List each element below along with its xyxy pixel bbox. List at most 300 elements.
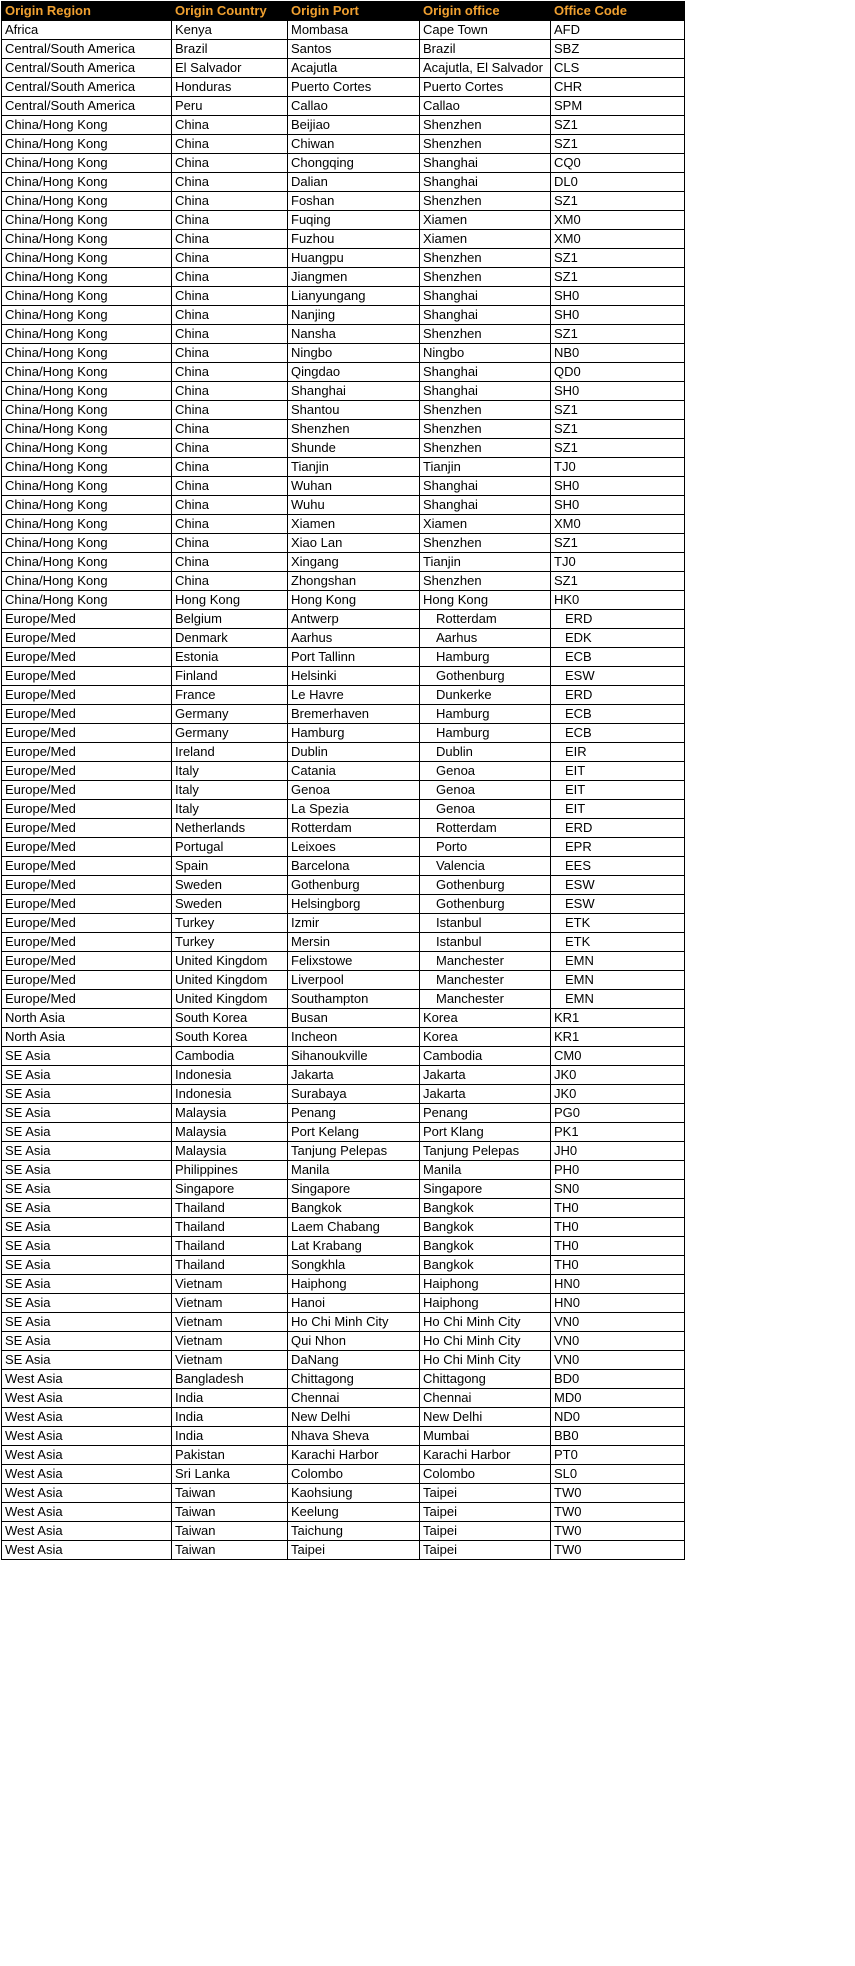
cell-origin-port: Penang xyxy=(288,1104,420,1123)
cell-origin-office: Genoa xyxy=(420,762,551,781)
cell-origin-port: Haiphong xyxy=(288,1275,420,1294)
cell-origin-port: Jiangmen xyxy=(288,268,420,287)
cell-origin-office: Gothenburg xyxy=(420,895,551,914)
cell-office-code: TW0 xyxy=(551,1484,685,1503)
table-row xyxy=(2,1237,685,1256)
cell-office-code: PT0 xyxy=(551,1446,685,1465)
cell-origin-port: Incheon xyxy=(288,1028,420,1047)
cell-origin-port: Laem Chabang xyxy=(288,1218,420,1237)
cell-origin-office: Porto xyxy=(420,838,551,857)
cell-origin-office: Shenzhen xyxy=(420,135,551,154)
cell-origin-port: Beijiao xyxy=(288,116,420,135)
cell-origin-region: Central/South America xyxy=(2,78,172,97)
cell-origin-region: China/Hong Kong xyxy=(2,173,172,192)
cell-origin-port: Huangpu xyxy=(288,249,420,268)
table-row xyxy=(2,1484,685,1503)
cell-origin-region: China/Hong Kong xyxy=(2,515,172,534)
cell-office-code: PH0 xyxy=(551,1161,685,1180)
cell-origin-office: Ho Chi Minh City xyxy=(420,1332,551,1351)
cell-origin-region: China/Hong Kong xyxy=(2,154,172,173)
cell-origin-port: Songkhla xyxy=(288,1256,420,1275)
cell-origin-region: SE Asia xyxy=(2,1161,172,1180)
cell-origin-country: China xyxy=(172,249,288,268)
cell-origin-region: Europe/Med xyxy=(2,743,172,762)
cell-office-code: ND0 xyxy=(551,1408,685,1427)
cell-origin-port: Wuhu xyxy=(288,496,420,515)
cell-office-code: SZ1 xyxy=(551,135,685,154)
cell-origin-port: Karachi Harbor xyxy=(288,1446,420,1465)
cell-origin-country: India xyxy=(172,1427,288,1446)
cell-office-code: MD0 xyxy=(551,1389,685,1408)
cell-origin-region: China/Hong Kong xyxy=(2,401,172,420)
cell-origin-office: Genoa xyxy=(420,781,551,800)
cell-origin-port: Catania xyxy=(288,762,420,781)
cell-origin-office: Shanghai xyxy=(420,496,551,515)
cell-office-code: XM0 xyxy=(551,230,685,249)
cell-origin-port: Chittagong xyxy=(288,1370,420,1389)
cell-origin-port: Santos xyxy=(288,40,420,59)
table-row xyxy=(2,1104,685,1123)
cell-origin-country: Portugal xyxy=(172,838,288,857)
table-row xyxy=(2,1332,685,1351)
cell-origin-office: Xiamen xyxy=(420,230,551,249)
cell-origin-office: Acajutla, El Salvador xyxy=(420,59,551,78)
cell-origin-region: Europe/Med xyxy=(2,629,172,648)
cell-office-code: ESW xyxy=(551,876,685,895)
cell-office-code: TH0 xyxy=(551,1237,685,1256)
table-row xyxy=(2,1446,685,1465)
cell-origin-port: Dalian xyxy=(288,173,420,192)
cell-origin-port: Fuqing xyxy=(288,211,420,230)
cell-origin-office: Cape Town xyxy=(420,21,551,40)
cell-origin-country: Turkey xyxy=(172,933,288,952)
cell-origin-port: Fuzhou xyxy=(288,230,420,249)
cell-origin-office: Shenzhen xyxy=(420,572,551,591)
cell-origin-port: Le Havre xyxy=(288,686,420,705)
cell-origin-office: Istanbul xyxy=(420,914,551,933)
table-row xyxy=(2,1142,685,1161)
cell-origin-country: China xyxy=(172,496,288,515)
cell-origin-port: Helsinki xyxy=(288,667,420,686)
cell-origin-region: SE Asia xyxy=(2,1218,172,1237)
table-row xyxy=(2,781,685,800)
cell-origin-port: Surabaya xyxy=(288,1085,420,1104)
cell-origin-region: West Asia xyxy=(2,1484,172,1503)
cell-office-code: SH0 xyxy=(551,287,685,306)
cell-origin-office: Shenzhen xyxy=(420,534,551,553)
cell-office-code: EMN xyxy=(551,952,685,971)
cell-origin-country: Honduras xyxy=(172,78,288,97)
cell-origin-country: China xyxy=(172,154,288,173)
cell-office-code: BD0 xyxy=(551,1370,685,1389)
cell-origin-office: Taipei xyxy=(420,1522,551,1541)
cell-origin-port: Rotterdam xyxy=(288,819,420,838)
cell-office-code: HN0 xyxy=(551,1275,685,1294)
cell-origin-region: West Asia xyxy=(2,1408,172,1427)
cell-origin-region: SE Asia xyxy=(2,1313,172,1332)
cell-office-code: EMN xyxy=(551,971,685,990)
cell-origin-office: Ho Chi Minh City xyxy=(420,1351,551,1370)
table-row xyxy=(2,1180,685,1199)
cell-origin-port: Hanoi xyxy=(288,1294,420,1313)
cell-origin-office: Manchester xyxy=(420,952,551,971)
cell-origin-country: Germany xyxy=(172,705,288,724)
cell-origin-region: China/Hong Kong xyxy=(2,325,172,344)
cell-origin-office: Singapore xyxy=(420,1180,551,1199)
cell-origin-port: Xingang xyxy=(288,553,420,572)
cell-office-code: SZ1 xyxy=(551,192,685,211)
cell-origin-region: SE Asia xyxy=(2,1123,172,1142)
cell-origin-port: Bremerhaven xyxy=(288,705,420,724)
cell-origin-country: China xyxy=(172,553,288,572)
table-row xyxy=(2,1256,685,1275)
cell-origin-country: United Kingdom xyxy=(172,990,288,1009)
cell-origin-office: Aarhus xyxy=(420,629,551,648)
cell-origin-port: Felixstowe xyxy=(288,952,420,971)
cell-origin-port: Liverpool xyxy=(288,971,420,990)
table-row xyxy=(2,933,685,952)
cell-origin-country: Taiwan xyxy=(172,1484,288,1503)
cell-origin-office: Haiphong xyxy=(420,1275,551,1294)
cell-origin-country: China xyxy=(172,135,288,154)
cell-origin-region: SE Asia xyxy=(2,1199,172,1218)
cell-origin-office: Gothenburg xyxy=(420,876,551,895)
cell-origin-office: Dunkerke xyxy=(420,686,551,705)
cell-origin-country: United Kingdom xyxy=(172,971,288,990)
cell-origin-port: Barcelona xyxy=(288,857,420,876)
cell-origin-office: Shenzhen xyxy=(420,116,551,135)
cell-origin-region: West Asia xyxy=(2,1522,172,1541)
cell-origin-country: Germany xyxy=(172,724,288,743)
cell-origin-port: Foshan xyxy=(288,192,420,211)
table-row xyxy=(2,1389,685,1408)
cell-office-code: ETK xyxy=(551,933,685,952)
cell-office-code: TW0 xyxy=(551,1541,685,1560)
cell-origin-port: Izmir xyxy=(288,914,420,933)
table-row xyxy=(2,192,685,211)
cell-office-code: QD0 xyxy=(551,363,685,382)
cell-origin-country: Bangladesh xyxy=(172,1370,288,1389)
cell-origin-office: Shanghai xyxy=(420,363,551,382)
table-row xyxy=(2,173,685,192)
cell-origin-country: Singapore xyxy=(172,1180,288,1199)
cell-origin-country: Finland xyxy=(172,667,288,686)
cell-origin-office: Gothenburg xyxy=(420,667,551,686)
cell-origin-office: Bangkok xyxy=(420,1237,551,1256)
table-row xyxy=(2,534,685,553)
table-row xyxy=(2,78,685,97)
cell-office-code: TH0 xyxy=(551,1218,685,1237)
header-row xyxy=(2,2,685,21)
cell-origin-office: Tianjin xyxy=(420,458,551,477)
cell-office-code: CM0 xyxy=(551,1047,685,1066)
cell-origin-country: China xyxy=(172,173,288,192)
cell-origin-office: Bangkok xyxy=(420,1218,551,1237)
cell-origin-office: New Delhi xyxy=(420,1408,551,1427)
cell-origin-country: Malaysia xyxy=(172,1142,288,1161)
table-row xyxy=(2,496,685,515)
cell-origin-country: United Kingdom xyxy=(172,952,288,971)
table-row xyxy=(2,420,685,439)
table-row xyxy=(2,287,685,306)
cell-office-code: NB0 xyxy=(551,344,685,363)
cell-origin-office: Karachi Harbor xyxy=(420,1446,551,1465)
cell-origin-port: Chennai xyxy=(288,1389,420,1408)
cell-origin-office: Rotterdam xyxy=(420,819,551,838)
table-row xyxy=(2,363,685,382)
table-row xyxy=(2,800,685,819)
cell-office-code: SH0 xyxy=(551,306,685,325)
header-origin-region: Origin Region xyxy=(2,2,172,21)
cell-origin-port: Taichung xyxy=(288,1522,420,1541)
table-row xyxy=(2,306,685,325)
cell-origin-country: China xyxy=(172,515,288,534)
cell-office-code: SZ1 xyxy=(551,325,685,344)
cell-origin-region: Europe/Med xyxy=(2,667,172,686)
table-row xyxy=(2,1541,685,1560)
cell-origin-region: China/Hong Kong xyxy=(2,306,172,325)
cell-origin-region: China/Hong Kong xyxy=(2,192,172,211)
cell-origin-region: Europe/Med xyxy=(2,705,172,724)
cell-origin-region: Europe/Med xyxy=(2,762,172,781)
cell-origin-country: Philippines xyxy=(172,1161,288,1180)
table-row xyxy=(2,1028,685,1047)
table-row xyxy=(2,1351,685,1370)
table-row xyxy=(2,21,685,40)
cell-origin-port: Kaohsiung xyxy=(288,1484,420,1503)
cell-office-code: XM0 xyxy=(551,211,685,230)
cell-office-code: CLS xyxy=(551,59,685,78)
cell-origin-port: Acajutla xyxy=(288,59,420,78)
cell-origin-port: Ho Chi Minh City xyxy=(288,1313,420,1332)
cell-origin-region: China/Hong Kong xyxy=(2,268,172,287)
cell-origin-port: Lianyungang xyxy=(288,287,420,306)
cell-origin-office: Brazil xyxy=(420,40,551,59)
cell-office-code: BB0 xyxy=(551,1427,685,1446)
cell-office-code: EIR xyxy=(551,743,685,762)
cell-origin-region: Europe/Med xyxy=(2,914,172,933)
cell-origin-region: West Asia xyxy=(2,1541,172,1560)
table-row xyxy=(2,1161,685,1180)
cell-office-code: ERD xyxy=(551,686,685,705)
cell-origin-country: Thailand xyxy=(172,1237,288,1256)
cell-origin-region: SE Asia xyxy=(2,1142,172,1161)
cell-origin-office: Shenzhen xyxy=(420,249,551,268)
table-row xyxy=(2,1047,685,1066)
cell-origin-office: Shanghai xyxy=(420,306,551,325)
cell-origin-office: Shenzhen xyxy=(420,439,551,458)
cell-origin-region: China/Hong Kong xyxy=(2,458,172,477)
cell-origin-country: Malaysia xyxy=(172,1123,288,1142)
cell-origin-region: China/Hong Kong xyxy=(2,230,172,249)
cell-origin-country: Ireland xyxy=(172,743,288,762)
cell-office-code: EMN xyxy=(551,990,685,1009)
cell-origin-office: Puerto Cortes xyxy=(420,78,551,97)
cell-origin-port: Chiwan xyxy=(288,135,420,154)
table-row xyxy=(2,591,685,610)
cell-origin-port: Mombasa xyxy=(288,21,420,40)
table-header xyxy=(2,2,685,21)
cell-origin-country: Vietnam xyxy=(172,1275,288,1294)
cell-origin-port: Leixoes xyxy=(288,838,420,857)
cell-origin-office: Shanghai xyxy=(420,477,551,496)
table-row xyxy=(2,1294,685,1313)
cell-origin-region: North Asia xyxy=(2,1028,172,1047)
cell-origin-region: China/Hong Kong xyxy=(2,572,172,591)
cell-origin-port: Wuhan xyxy=(288,477,420,496)
cell-office-code: EES xyxy=(551,857,685,876)
cell-office-code: SZ1 xyxy=(551,116,685,135)
cell-office-code: SH0 xyxy=(551,477,685,496)
cell-origin-region: West Asia xyxy=(2,1427,172,1446)
cell-office-code: SZ1 xyxy=(551,249,685,268)
cell-origin-office: Tanjung Pelepas xyxy=(420,1142,551,1161)
cell-origin-office: Xiamen xyxy=(420,515,551,534)
cell-origin-port: Busan xyxy=(288,1009,420,1028)
cell-origin-port: Shunde xyxy=(288,439,420,458)
cell-origin-office: Dublin xyxy=(420,743,551,762)
cell-office-code: ETK xyxy=(551,914,685,933)
cell-origin-office: Shenzhen xyxy=(420,325,551,344)
cell-origin-port: DaNang xyxy=(288,1351,420,1370)
cell-origin-office: Hamburg xyxy=(420,648,551,667)
cell-origin-region: China/Hong Kong xyxy=(2,135,172,154)
cell-origin-country: Vietnam xyxy=(172,1313,288,1332)
cell-origin-region: Europe/Med xyxy=(2,895,172,914)
cell-origin-country: India xyxy=(172,1389,288,1408)
cell-origin-office: Shenzhen xyxy=(420,401,551,420)
cell-origin-office: Penang xyxy=(420,1104,551,1123)
cell-origin-office: Port Klang xyxy=(420,1123,551,1142)
cell-origin-country: Sweden xyxy=(172,895,288,914)
cell-office-code: ERD xyxy=(551,819,685,838)
cell-origin-office: Cambodia xyxy=(420,1047,551,1066)
table-row xyxy=(2,990,685,1009)
cell-origin-country: China xyxy=(172,268,288,287)
cell-origin-office: Genoa xyxy=(420,800,551,819)
cell-origin-country: Kenya xyxy=(172,21,288,40)
cell-office-code: SH0 xyxy=(551,496,685,515)
cell-origin-office: Hong Kong xyxy=(420,591,551,610)
cell-origin-region: Europe/Med xyxy=(2,648,172,667)
cell-origin-office: Hamburg xyxy=(420,705,551,724)
cell-origin-region: Europe/Med xyxy=(2,800,172,819)
table-row xyxy=(2,97,685,116)
cell-origin-country: Estonia xyxy=(172,648,288,667)
cell-origin-port: Nhava Sheva xyxy=(288,1427,420,1446)
cell-origin-country: Hong Kong xyxy=(172,591,288,610)
cell-office-code: SZ1 xyxy=(551,439,685,458)
cell-origin-region: China/Hong Kong xyxy=(2,591,172,610)
cell-origin-country: Italy xyxy=(172,800,288,819)
table-row xyxy=(2,648,685,667)
cell-origin-region: SE Asia xyxy=(2,1294,172,1313)
cell-origin-country: Peru xyxy=(172,97,288,116)
cell-office-code: JK0 xyxy=(551,1085,685,1104)
table-row xyxy=(2,895,685,914)
cell-office-code: TJ0 xyxy=(551,553,685,572)
cell-origin-country: Pakistan xyxy=(172,1446,288,1465)
cell-origin-country: China xyxy=(172,382,288,401)
cell-office-code: AFD xyxy=(551,21,685,40)
cell-origin-office: Haiphong xyxy=(420,1294,551,1313)
cell-origin-country: Malaysia xyxy=(172,1104,288,1123)
cell-origin-port: Aarhus xyxy=(288,629,420,648)
cell-office-code: TH0 xyxy=(551,1256,685,1275)
cell-origin-port: Port Tallinn xyxy=(288,648,420,667)
cell-origin-port: Nansha xyxy=(288,325,420,344)
header-office-code: Office Code xyxy=(551,2,685,21)
cell-office-code: SH0 xyxy=(551,382,685,401)
table-row xyxy=(2,249,685,268)
cell-origin-port: Southampton xyxy=(288,990,420,1009)
table-row xyxy=(2,135,685,154)
cell-origin-region: SE Asia xyxy=(2,1085,172,1104)
cell-origin-country: South Korea xyxy=(172,1028,288,1047)
cell-origin-country: China xyxy=(172,439,288,458)
cell-origin-region: SE Asia xyxy=(2,1256,172,1275)
cell-origin-office: Manila xyxy=(420,1161,551,1180)
table-row xyxy=(2,971,685,990)
table-row xyxy=(2,838,685,857)
cell-origin-region: China/Hong Kong xyxy=(2,382,172,401)
cell-origin-office: Callao xyxy=(420,97,551,116)
table-row xyxy=(2,40,685,59)
cell-office-code: JK0 xyxy=(551,1066,685,1085)
table-row xyxy=(2,724,685,743)
cell-origin-country: China xyxy=(172,306,288,325)
cell-origin-country: Taiwan xyxy=(172,1522,288,1541)
cell-origin-country: China xyxy=(172,325,288,344)
cell-origin-country: Turkey xyxy=(172,914,288,933)
table-row xyxy=(2,610,685,629)
cell-origin-country: Belgium xyxy=(172,610,288,629)
table-row xyxy=(2,1408,685,1427)
cell-origin-region: China/Hong Kong xyxy=(2,344,172,363)
cell-origin-port: Tianjin xyxy=(288,458,420,477)
cell-origin-region: China/Hong Kong xyxy=(2,249,172,268)
cell-origin-port: Shanghai xyxy=(288,382,420,401)
cell-origin-office: Jakarta xyxy=(420,1085,551,1104)
table-row xyxy=(2,1085,685,1104)
cell-origin-office: Jakarta xyxy=(420,1066,551,1085)
cell-origin-port: Xiamen xyxy=(288,515,420,534)
cell-origin-office: Xiamen xyxy=(420,211,551,230)
cell-origin-country: China xyxy=(172,211,288,230)
cell-origin-country: China xyxy=(172,420,288,439)
cell-origin-region: Central/South America xyxy=(2,59,172,78)
cell-office-code: SZ1 xyxy=(551,268,685,287)
cell-origin-office: Tianjin xyxy=(420,553,551,572)
cell-office-code: SZ1 xyxy=(551,572,685,591)
cell-origin-port: Gothenburg xyxy=(288,876,420,895)
cell-origin-port: Genoa xyxy=(288,781,420,800)
cell-office-code: ERD xyxy=(551,610,685,629)
cell-origin-region: West Asia xyxy=(2,1503,172,1522)
cell-office-code: TW0 xyxy=(551,1522,685,1541)
table-row xyxy=(2,59,685,78)
table-row xyxy=(2,1503,685,1522)
cell-origin-region: China/Hong Kong xyxy=(2,477,172,496)
table-row xyxy=(2,1465,685,1484)
cell-origin-office: Manchester xyxy=(420,971,551,990)
cell-office-code: ECB xyxy=(551,648,685,667)
table-row xyxy=(2,268,685,287)
cell-origin-country: Taiwan xyxy=(172,1503,288,1522)
cell-office-code: PG0 xyxy=(551,1104,685,1123)
cell-origin-office: Shenzhen xyxy=(420,192,551,211)
cell-office-code: KR1 xyxy=(551,1009,685,1028)
